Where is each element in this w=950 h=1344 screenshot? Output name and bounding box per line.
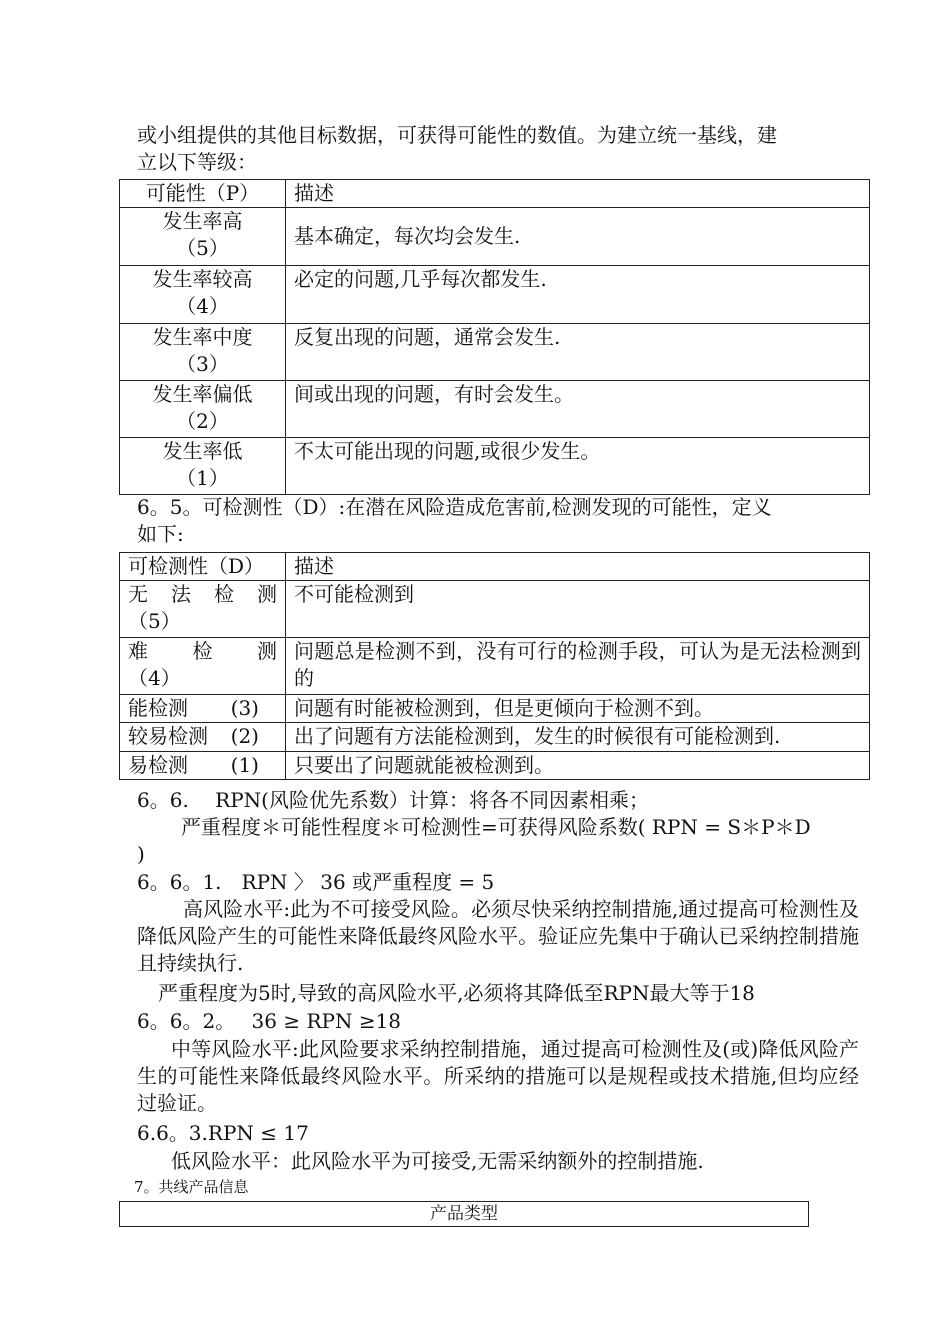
char: 难 — [128, 639, 148, 663]
char: 检 — [214, 582, 234, 606]
header-product-type: 产品类型 — [120, 1202, 809, 1227]
rpn-formula-line-1: 严重程度＊可能性程度＊可检测性=可获得风险系数( RPN = S＊P＊D — [181, 815, 811, 839]
level-score: （3） — [176, 352, 229, 376]
level-description: 反复出现的问题，通常会发生. — [286, 324, 870, 381]
section-6-6-title: 6。6. RPN(风险优先系数）计算：将各不同因素相乘； — [137, 788, 649, 812]
detect-description: 问题有时能被检测到，但是更倾向于检测不到。 — [286, 695, 870, 723]
product-info-table — [119, 1201, 809, 1227]
probability-level-cell — [120, 324, 286, 381]
detect-level-score: (3) — [230, 696, 259, 720]
section-6-6-3-title: 6.6。3.RPN ≤ 17 — [137, 1121, 309, 1145]
section-6-6-1-title: 6。6。1. RPN 〉 36 或严重程度 = 5 — [137, 870, 495, 894]
detect-level-name — [128, 581, 277, 608]
table-row — [120, 752, 870, 780]
level-name: 发生率偏低 — [152, 382, 253, 406]
detect-level-score: (2) — [230, 724, 259, 748]
table-row — [120, 324, 870, 381]
detect-level-cell — [120, 752, 286, 780]
detect-level-name: 易检测 — [128, 753, 188, 777]
header-probability: 可能性（P） — [120, 180, 286, 208]
section-7-title: 7。共线产品信息 — [134, 1178, 249, 1196]
table-row — [120, 723, 870, 752]
level-description: 间或出现的问题，有时会发生。 — [286, 381, 870, 438]
level-score: （2） — [176, 409, 229, 433]
level-score: （4） — [176, 294, 229, 318]
table-row — [120, 208, 870, 266]
section-6-6-2-title: 6。6。2。 36 ≥ RPN ≥18 — [137, 1009, 402, 1033]
probability-table — [119, 179, 870, 495]
detect-level-cell — [120, 695, 286, 723]
level-score: （1） — [176, 466, 229, 490]
table-header-row — [120, 180, 870, 208]
detect-description: 只要出了问题就能被检测到。 — [286, 752, 870, 780]
level-description: 不太可能出现的问题,或很少发生。 — [286, 438, 870, 495]
detect-level-score: (1) — [230, 753, 259, 777]
level-description: 必定的问题,几乎每次都发生. — [286, 266, 870, 324]
level-name: 发生率中度 — [152, 325, 253, 349]
char: 检 — [192, 639, 213, 663]
table-row — [120, 438, 870, 495]
level-name: 发生率低 — [162, 439, 243, 463]
char: 法 — [171, 582, 191, 606]
section-6-5-line-2: 如下: — [137, 522, 184, 546]
high-risk-note: 严重程度为5时,导致的高风险水平,必须将其降低至RPN最大等于18 — [158, 981, 755, 1005]
probability-level-cell — [120, 208, 286, 266]
detect-description: 问题总是检测不到，没有可行的检测手段，可认为是无法检测到的 — [286, 638, 870, 695]
level-name: 发生率较高 — [152, 267, 253, 291]
level-score: （5） — [176, 236, 229, 260]
detect-level-cell — [120, 723, 286, 752]
detect-level-cell — [120, 638, 286, 695]
header-detectability: 可检测性（D） — [120, 553, 286, 581]
table-header-row — [120, 1202, 809, 1227]
detect-level-name: 较易检测 — [128, 724, 208, 748]
table-row — [120, 381, 870, 438]
probability-level-cell — [120, 438, 286, 495]
char: 测 — [257, 639, 277, 663]
high-risk-paragraph: 高风险水平:此为不可接受风险。必须尽快采纳控制措施,通过提高可检测性及降低风险产生的可能性来降低最终风险水平。验证应先集中于确认已采纳控制措施且持续执行. — [137, 897, 859, 975]
char: 测 — [257, 582, 277, 606]
low-risk-paragraph: 低风险水平：此风险水平为可接受,无需采纳额外的控制措施. — [171, 1149, 704, 1173]
table-row — [120, 581, 870, 638]
intro-line-2: 立以下等级： — [137, 150, 257, 174]
detect-description: 不可能检测到 — [286, 581, 870, 638]
probability-level-cell — [120, 266, 286, 324]
table-row — [120, 266, 870, 324]
probability-level-cell — [120, 381, 286, 438]
detect-level-score: （5） — [128, 609, 181, 633]
medium-risk-paragraph: 中等风险水平:此风险要求采纳控制措施，通过提高可检测性及(或)降低风险产生的可能性来降低最终风险水平。所采纳的措施可以是规程或技术措施,但均应经过验证。 — [137, 1037, 859, 1115]
table-header-row — [120, 553, 870, 581]
detect-level-cell — [120, 581, 286, 638]
detect-level-name: 能检测 — [128, 696, 188, 720]
detect-level-score: （4） — [128, 666, 181, 690]
level-name: 发生率高 — [162, 209, 243, 233]
table-row — [120, 695, 870, 723]
section-6-5-line-1: 6。5。可检测性（D）:在潜在风险造成危害前,检测发现的可能性，定义 — [137, 495, 772, 519]
level-description: 基本确定，每次均会发生. — [286, 208, 870, 266]
detectability-table — [119, 552, 870, 780]
rpn-formula-line-2: ) — [137, 842, 145, 866]
header-description: 描述 — [286, 180, 870, 208]
table-row — [120, 638, 870, 695]
detect-description: 出了问题有方法能检测到，发生的时候很有可能检测到. — [286, 723, 870, 752]
char: 无 — [128, 582, 148, 606]
intro-line-1: 或小组提供的其他目标数据，可获得可能性的数值。为建立统一基线，建 — [137, 123, 777, 147]
detect-level-name — [128, 638, 277, 665]
header-description: 描述 — [286, 553, 870, 581]
